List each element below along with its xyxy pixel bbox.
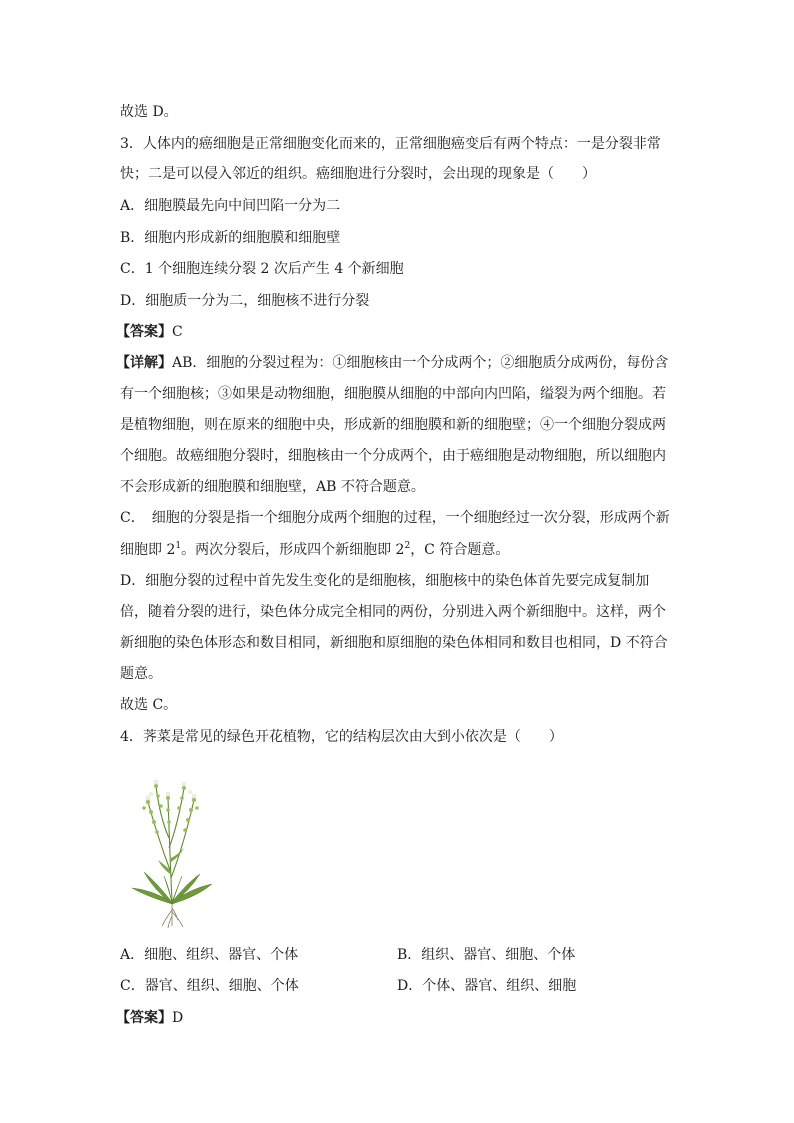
q3-conclusion: 故选 C。 bbox=[120, 697, 178, 713]
q3-explain-line-5: 不会形成新的细胞膜和细胞壁，AB 不符合题意。 bbox=[120, 479, 425, 495]
q3-explain-line-1 bbox=[116, 353, 668, 373]
answer-value: C bbox=[172, 324, 183, 340]
q3-d-line-4: 题意。 bbox=[120, 666, 162, 682]
q3-stem-line-2: 快；二是可以侵入邻近的组织。癌细胞进行分裂时，会出现的现象是（ ） bbox=[120, 166, 596, 182]
q3-explain-line-2: 有一个细胞核；③如果是动物细胞，细胞膜从细胞的中部向内凹陷，缢裂为两个细胞。若 bbox=[120, 386, 666, 402]
q3-explain-line-6: C． 细胞的分裂是指一个细胞分成两个细胞的过程，一个细胞经过一次分裂，形成两个新 bbox=[120, 510, 670, 526]
q4-stem: 4．荠菜是常见的绿色开花植物，它的结构层次由大到小依次是（ ） bbox=[120, 729, 563, 745]
q4-option-d: D．个体、器官、组织、细胞 bbox=[397, 978, 577, 994]
q3-stem-line-1: 3．人体内的癌细胞是正常细胞变化而来的，正常细胞癌变后有两个特点：一是分裂非常 bbox=[120, 136, 661, 152]
q3-explain-line-4: 个细胞。故癌细胞分裂时，细胞核由一个分成两个，由于癌细胞是动物细胞，所以细胞内 bbox=[120, 448, 666, 464]
q3-option-c: C．1 个细胞连续分裂 2 次后产生 4 个新细胞 bbox=[120, 261, 404, 277]
q3-option-b: B．细胞内形成新的细胞膜和细胞壁 bbox=[120, 230, 341, 246]
superscript-2: 2 bbox=[404, 541, 411, 551]
q3-option-d: D．细胞质一分为二，细胞核不进行分裂 bbox=[120, 293, 370, 309]
q3-d-line-2: 倍，随着分裂的进行，染色体分成完全相同的两份，分别进入两个新细胞中。这样，两个 bbox=[120, 604, 666, 620]
explain-text: AB．细胞的分裂过程为：①细胞核由一个分成两个；②细胞质分成两份，每份含 bbox=[172, 355, 669, 371]
c-line-post: ，C 符合题意。 bbox=[410, 542, 510, 558]
answer-label: 【答案】 bbox=[116, 324, 172, 340]
q3-answer bbox=[116, 322, 183, 342]
q3-explain-line-3: 是植物细胞，则在原来的细胞中央，形成新的细胞膜和新的细胞壁；④一个细胞分裂成两 bbox=[120, 417, 666, 433]
q4-answer bbox=[116, 1008, 183, 1028]
answer-label: 【答案】 bbox=[116, 1010, 172, 1026]
q4-option-b: B．组织、器官、细胞、个体 bbox=[397, 947, 576, 963]
superscript-1: 1 bbox=[175, 541, 182, 551]
q3-d-line-3: 新细胞的染色体形态和数目相同，新细胞和原细胞的染色体相同和数目也相同，D 不符合 bbox=[120, 635, 668, 651]
answer-value: D bbox=[172, 1010, 184, 1026]
q3-d-line-1: D．细胞分裂的过程中首先发生变化的是细胞核，细胞核中的染色体首先要完成复制加 bbox=[120, 573, 650, 589]
q3-explain-line-7 bbox=[120, 540, 509, 560]
q4-option-a: A．细胞、组织、器官、个体 bbox=[120, 947, 299, 963]
c-line-mid: 。两次分裂后，形成四个新细胞即 2 bbox=[181, 542, 405, 558]
q3-option-a: A．细胞膜最先向中间凹陷一分为二 bbox=[120, 198, 341, 214]
previous-conclusion: 故选 D。 bbox=[120, 104, 178, 120]
c-line-pre: 细胞即 2 bbox=[120, 542, 176, 558]
shepherds-purse-plant-image bbox=[128, 778, 216, 930]
q4-option-c: C．器官、组织、细胞、个体 bbox=[120, 978, 299, 994]
explain-label: 【详解】 bbox=[116, 355, 172, 371]
